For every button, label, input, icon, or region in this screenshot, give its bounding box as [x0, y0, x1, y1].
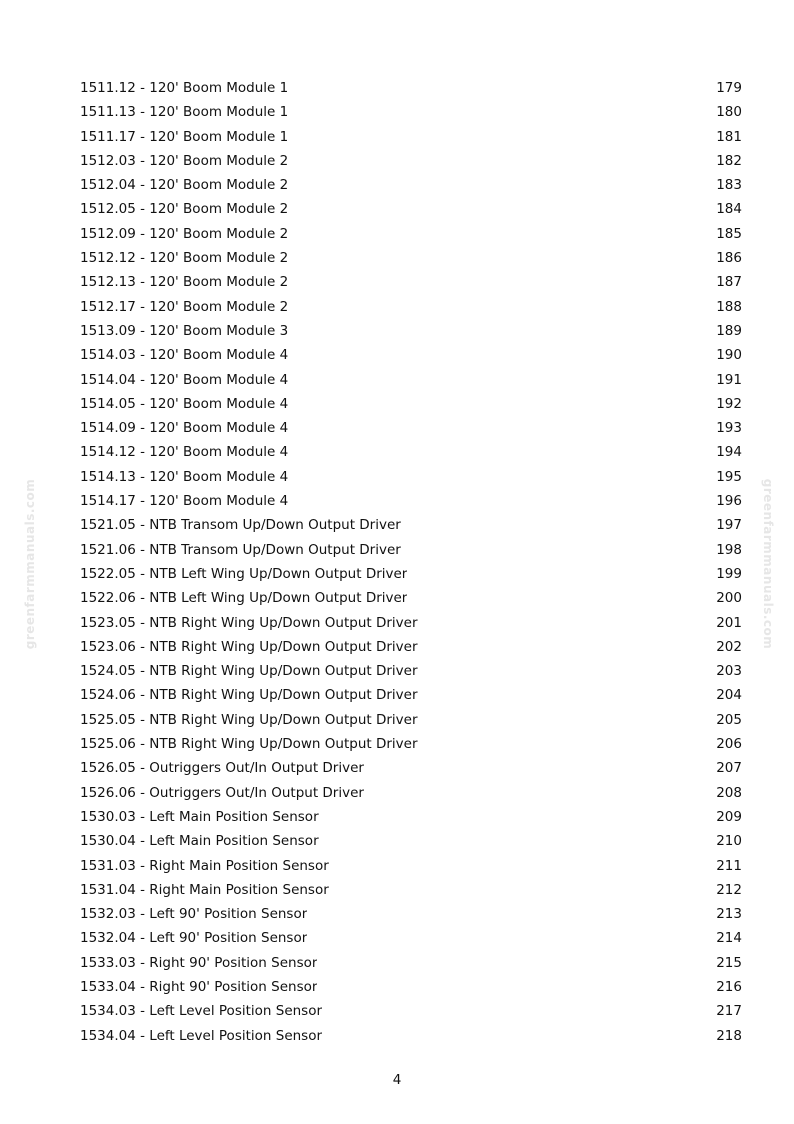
toc-entry-title: 1514.03 - 120' Boom Module 4 [80, 347, 289, 364]
toc-entry-title: 1522.05 - NTB Left Wing Up/Down Output Driver [80, 565, 408, 582]
toc-entry-title: 1531.03 - Right Main Position Sensor [80, 857, 329, 874]
toc-entry-title: 1526.05 - Outriggers Out/In Output Driver [80, 760, 364, 777]
toc-entry[interactable] [80, 343, 742, 367]
toc-entry[interactable] [80, 392, 742, 416]
toc-entry[interactable] [80, 538, 742, 562]
toc-entry[interactable] [80, 319, 742, 343]
toc-entry-title: 1534.04 - Left Level Position Sensor [80, 1027, 323, 1044]
toc-entry-page-number: 200 [716, 590, 742, 607]
toc-entry-title: 1512.13 - 120' Boom Module 2 [80, 274, 289, 291]
toc-entry[interactable] [80, 611, 742, 635]
toc-entry-page-number: 186 [716, 250, 742, 267]
toc-entry[interactable] [80, 562, 742, 586]
toc-entry-page-number: 183 [716, 177, 742, 194]
toc-entry-title: 1531.04 - Right Main Position Sensor [80, 881, 329, 898]
toc-entry-page-number: 206 [716, 736, 742, 753]
toc-entry[interactable] [80, 173, 742, 197]
toc-entry-page-number: 197 [716, 517, 742, 534]
toc-entry-page-number: 190 [716, 347, 742, 364]
toc-entry-title: 1514.04 - 120' Boom Module 4 [80, 371, 289, 388]
toc-entry-page-number: 196 [716, 493, 742, 510]
toc-entry-page-number: 207 [716, 760, 742, 777]
toc-entry-page-number: 187 [716, 274, 742, 291]
toc-entry[interactable] [80, 999, 742, 1023]
toc-entry[interactable] [80, 440, 742, 464]
toc-entry-page-number: 210 [716, 833, 742, 850]
toc-entry[interactable] [80, 635, 742, 659]
toc-entry-title: 1521.05 - NTB Transom Up/Down Output Driver [80, 517, 401, 534]
toc-entry[interactable] [80, 756, 742, 780]
toc-entry-title: 1512.17 - 120' Boom Module 2 [80, 298, 289, 315]
toc-entry-title: 1512.03 - 120' Boom Module 2 [80, 152, 289, 169]
toc-entry-page-number: 213 [716, 906, 742, 923]
toc-entry[interactable] [80, 975, 742, 999]
toc-entry-page-number: 208 [716, 784, 742, 801]
toc-entry[interactable] [80, 829, 742, 853]
toc-entry-title: 1514.13 - 120' Boom Module 4 [80, 468, 289, 485]
toc-entry-page-number: 191 [716, 371, 742, 388]
toc-entry[interactable] [80, 854, 742, 878]
toc-entry-page-number: 203 [716, 663, 742, 680]
toc-entry-page-number: 218 [716, 1027, 742, 1044]
toc-entry-title: 1525.05 - NTB Right Wing Up/Down Output Driver [80, 711, 418, 728]
toc-entry[interactable] [80, 586, 742, 610]
toc-entry[interactable] [80, 805, 742, 829]
toc-entry-title: 1522.06 - NTB Left Wing Up/Down Output Driver [80, 590, 408, 607]
toc-entry-title: 1525.06 - NTB Right Wing Up/Down Output Driver [80, 736, 418, 753]
toc-entry-page-number: 189 [716, 322, 742, 339]
toc-entry-title: 1512.05 - 120' Boom Module 2 [80, 201, 289, 218]
toc-entry[interactable] [80, 416, 742, 440]
toc-entry-page-number: 212 [716, 881, 742, 898]
toc-entry[interactable] [80, 270, 742, 294]
toc-entry-title: 1533.03 - Right 90' Position Sensor [80, 954, 318, 971]
toc-entry-page-number: 182 [716, 152, 742, 169]
toc-entry-title: 1533.04 - Right 90' Position Sensor [80, 978, 318, 995]
toc-entry-title: 1532.03 - Left 90' Position Sensor [80, 906, 308, 923]
toc-entry-page-number: 195 [716, 468, 742, 485]
toc-entry-page-number: 179 [716, 80, 742, 96]
toc-entry-page-number: 181 [716, 128, 742, 145]
toc-entry-title: 1532.04 - Left 90' Position Sensor [80, 930, 308, 947]
toc-entry-page-number: 201 [716, 614, 742, 631]
toc-entry-title: 1526.06 - Outriggers Out/In Output Driver [80, 784, 364, 801]
toc-entry-title: 1511.12 - 120' Boom Module 1 [80, 80, 289, 96]
toc-entry-page-number: 180 [716, 104, 742, 121]
toc-entry[interactable] [80, 926, 742, 950]
toc-entry-title: 1534.03 - Left Level Position Sensor [80, 1003, 323, 1020]
toc-entry-page-number: 214 [716, 930, 742, 947]
toc-entry-page-number: 194 [716, 444, 742, 461]
toc-entry[interactable] [80, 149, 742, 173]
toc-entry-page-number: 192 [716, 395, 742, 412]
toc-entry-title: 1523.05 - NTB Right Wing Up/Down Output Driver [80, 614, 418, 631]
toc-entry-title: 1524.05 - NTB Right Wing Up/Down Output Driver [80, 663, 418, 680]
watermark-right: greenfarmmanuals.com [761, 478, 775, 650]
table-of-contents [80, 76, 742, 1048]
toc-entry-page-number: 193 [716, 420, 742, 437]
toc-entry[interactable] [80, 125, 742, 149]
toc-entry-title: 1530.03 - Left Main Position Sensor [80, 808, 319, 825]
toc-entry-title: 1513.09 - 120' Boom Module 3 [80, 322, 289, 339]
toc-entry[interactable] [80, 683, 742, 707]
toc-entry[interactable] [80, 76, 742, 100]
toc-entry-page-number: 199 [716, 565, 742, 582]
toc-entry-title: 1511.17 - 120' Boom Module 1 [80, 128, 289, 145]
toc-entry-title: 1512.09 - 120' Boom Module 2 [80, 225, 289, 242]
toc-entry-page-number: 202 [716, 638, 742, 655]
toc-entry[interactable] [80, 295, 742, 319]
toc-entry-title: 1530.04 - Left Main Position Sensor [80, 833, 319, 850]
toc-entry-page-number: 211 [716, 857, 742, 874]
toc-entry[interactable] [80, 781, 742, 805]
toc-entry-title: 1524.06 - NTB Right Wing Up/Down Output Driver [80, 687, 418, 704]
toc-entry-title: 1514.17 - 120' Boom Module 4 [80, 493, 289, 510]
toc-entry-title: 1521.06 - NTB Transom Up/Down Output Driver [80, 541, 401, 558]
toc-entry-page-number: 184 [716, 201, 742, 218]
toc-entry[interactable] [80, 902, 742, 926]
toc-entry-page-number: 209 [716, 808, 742, 825]
toc-entry[interactable] [80, 732, 742, 756]
toc-entry-page-number: 204 [716, 687, 742, 704]
toc-entry[interactable] [80, 489, 742, 513]
toc-entry[interactable] [80, 368, 742, 392]
toc-entry-page-number: 215 [716, 954, 742, 971]
toc-entry-title: 1514.12 - 120' Boom Module 4 [80, 444, 289, 461]
toc-entry[interactable] [80, 100, 742, 124]
toc-entry-title: 1523.06 - NTB Right Wing Up/Down Output Driver [80, 638, 418, 655]
toc-entry[interactable] [80, 197, 742, 221]
toc-entry[interactable] [80, 513, 742, 537]
toc-entry[interactable] [80, 465, 742, 489]
watermark-left: greenfarmmanuals.com [23, 478, 37, 650]
toc-entry-page-number: 188 [716, 298, 742, 315]
toc-entry[interactable] [80, 878, 742, 902]
toc-entry[interactable] [80, 246, 742, 270]
toc-entry-title: 1514.09 - 120' Boom Module 4 [80, 420, 289, 437]
toc-entry-page-number: 205 [716, 711, 742, 728]
toc-entry-page-number: 217 [716, 1003, 742, 1020]
toc-entry[interactable] [80, 222, 742, 246]
page-number: 4 [392, 1072, 402, 1088]
toc-entry-page-number: 198 [716, 541, 742, 558]
toc-entry-title: 1511.13 - 120' Boom Module 1 [80, 104, 289, 121]
toc-entry-title: 1512.04 - 120' Boom Module 2 [80, 177, 289, 194]
toc-entry[interactable] [80, 951, 742, 975]
toc-entry[interactable] [80, 659, 742, 683]
toc-entry-page-number: 185 [716, 225, 742, 242]
toc-entry-page-number: 216 [716, 978, 742, 995]
toc-entry[interactable] [80, 708, 742, 732]
toc-entry-title: 1512.12 - 120' Boom Module 2 [80, 250, 289, 267]
toc-entry[interactable] [80, 1024, 742, 1048]
toc-entry-title: 1514.05 - 120' Boom Module 4 [80, 395, 289, 412]
